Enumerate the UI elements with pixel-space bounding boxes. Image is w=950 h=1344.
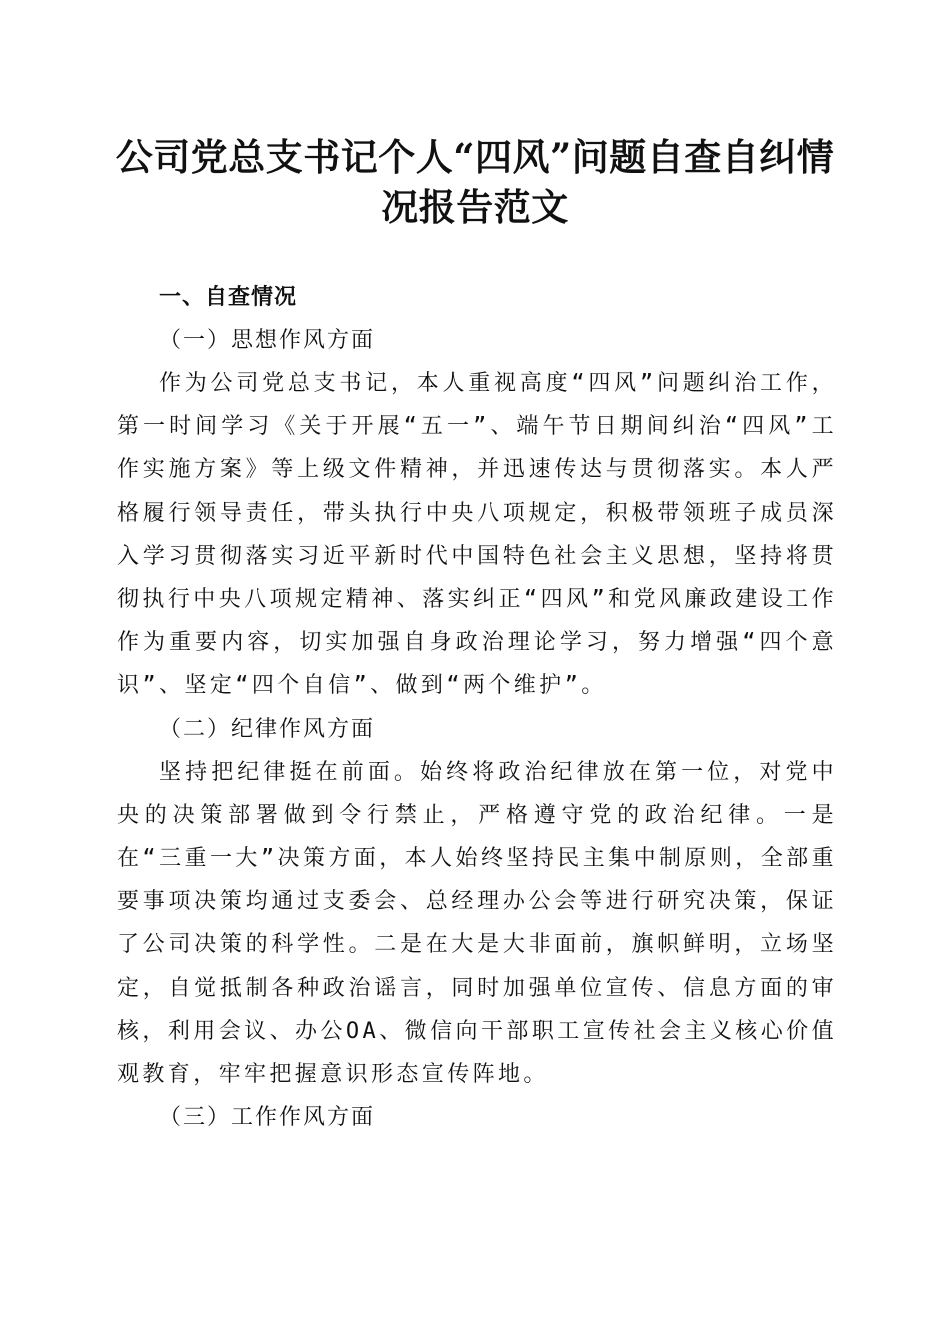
subsection-heading-work-style: （三）工作作风方面: [159, 1105, 376, 1131]
document-body: [117, 276, 837, 1139]
subsection-heading-discipline-style: （二）纪律作风方面: [159, 716, 376, 742]
document-title-line-2: 况报告范文: [381, 185, 569, 229]
paragraph-discipline-style: 坚持把纪律挺在前面。始终将政治纪律放在第一位，对党中央的决策部署做到令行禁止，严格遵守党的政治纪律。一是在“三重一大”决策方面，本人始终坚持民主集中制原则，全部重要事项决策均通过支委会、总经理办公会等进行研究决策，保证了公司决策的科学性。二是在大是大非面前，旗帜鲜明，立场坚定，自觉抵制各种政治谣言，同时加强单位宣传、信息方面的审核，利用会议、办公OA、微信向干部职工宣传社会主义核心价值观教育，牢牢把握意识形态宣传阵地。: [117, 759, 837, 1088]
paragraph-ideological-style: 作为公司党总支书记，本人重视高度“四风”问题纠治工作，第一时间学习《关于开展“五一”、端午节日期间纠治“四风”工作实施方案》等上级文件精神，并迅速传达与贯彻落实。本人严格履行领导责任，带头执行中央八项规定，积极带领班子成员深入学习贯彻落实习近平新时代中国特色社会主义思想，坚持将贯彻执行中央八项规定精神、落实纠正“四风”和党风廉政建设工作作为重要内容，切实加强自身政治理论学习，努力增强“四个意识”、坚定“四个自信”、做到“两个维护”。: [117, 371, 837, 699]
document-title-line-1: 公司党总支书记个人“四风”问题自查自纠情: [115, 135, 835, 179]
section-heading-self-inspection: 一、自查情况: [159, 285, 298, 310]
document-title: [100, 132, 850, 232]
subsection-heading-ideological-style: （一）思想作风方面: [159, 328, 376, 353]
